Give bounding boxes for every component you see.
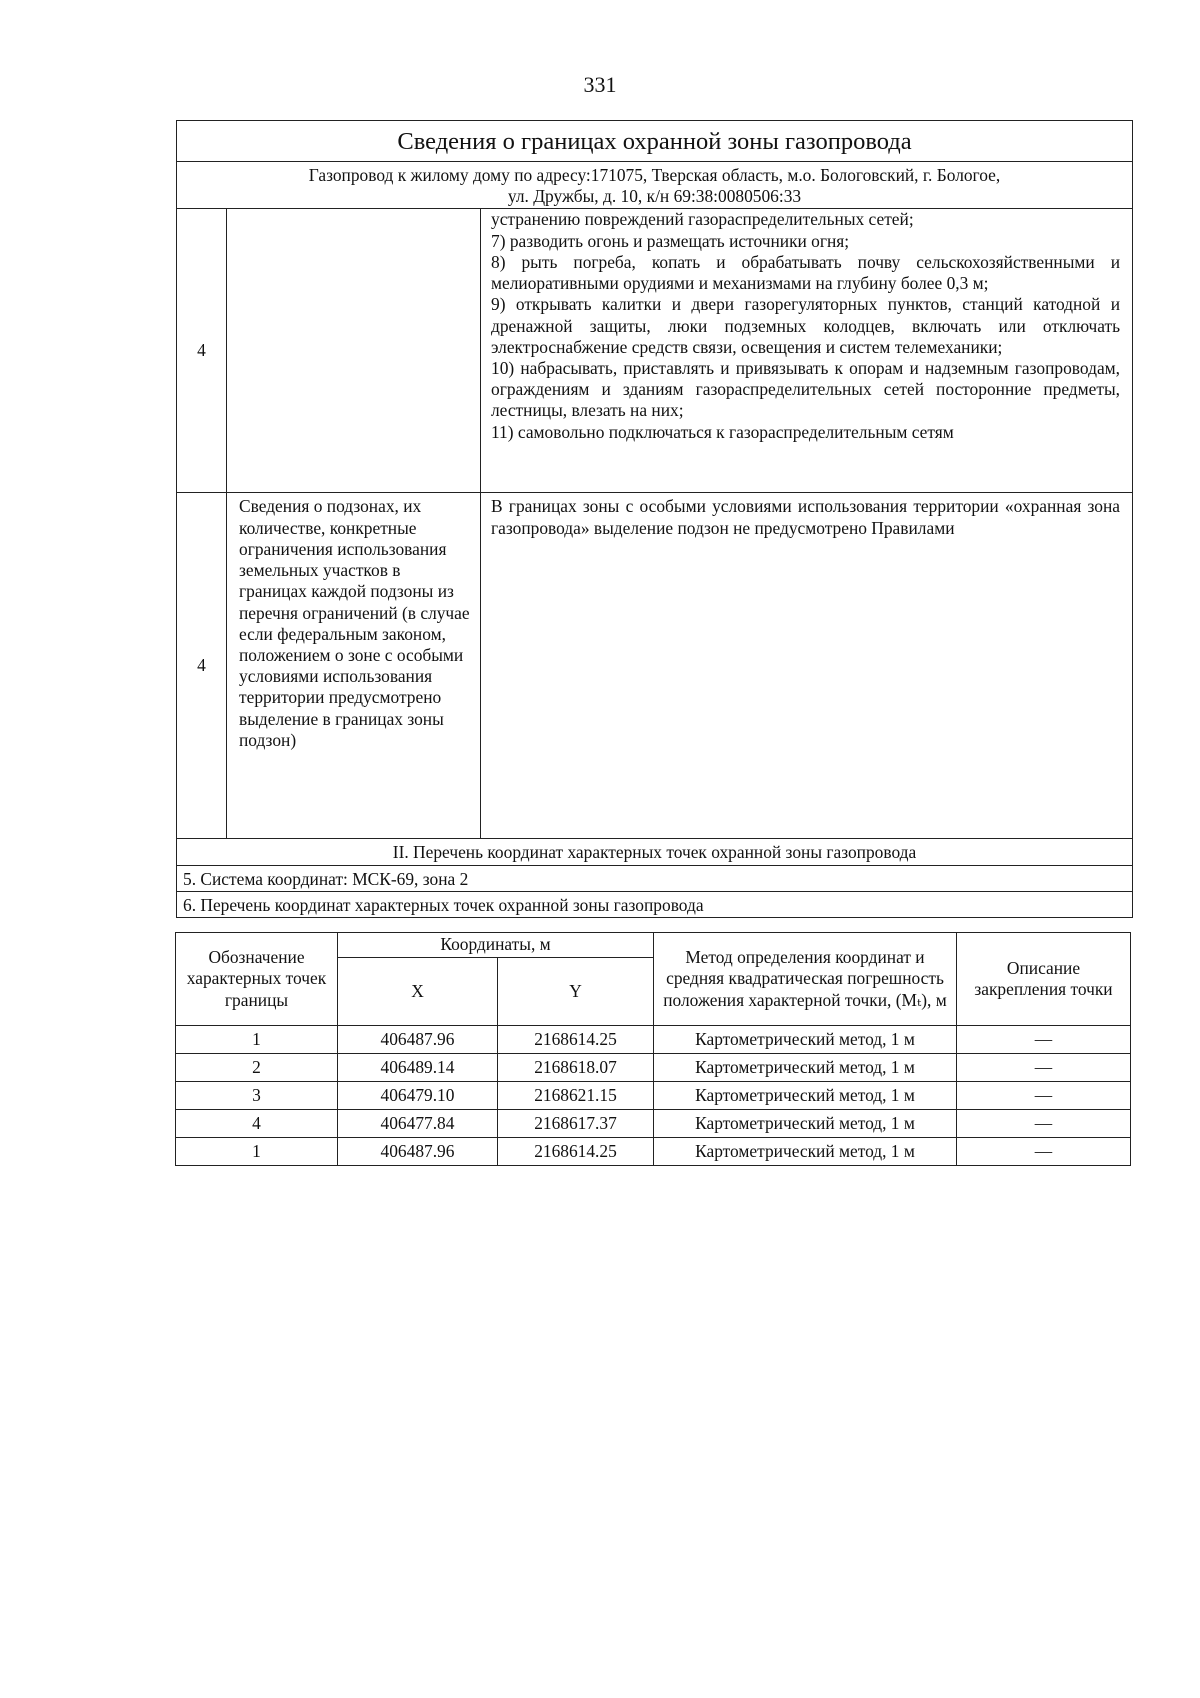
coordinates-table: [175, 932, 1131, 1166]
document-title: Сведения о границах охранной зоны газопровода: [177, 121, 1133, 162]
restriction-line: 9) открывать калитки и двери газорегуляторных пунктов, станций катодной и дренажной защиты, люки подземных колодцев, включать или отключать электроснабжение средств связи, освещения и систем телемеханики;: [491, 294, 1121, 357]
cell-x: 406479.10: [338, 1082, 498, 1110]
restriction-line: 7) разводить огонь и размещать источники огня;: [491, 230, 850, 251]
cell-description: —: [957, 1054, 1131, 1082]
subtitle-row: [177, 161, 1133, 208]
cell-point: 3: [176, 1082, 338, 1110]
subzones-value: В границах зоны с особыми условиями использования территории «охранная зона газопровода» выделение подзон не предусмотрено Правилами: [481, 493, 1133, 839]
subtitle-line-1: Газопровод к жилому дому по адресу:171075, Тверская область, м.о. Бологовский, г. Бологое,: [308, 164, 1001, 185]
coords-list-title-row: [177, 891, 1133, 917]
header-method: Метод определения координат и средняя квадратическая погрешность положения характерной точки, (Mₜ), м: [654, 933, 957, 1026]
coords-list-title: 6. Перечень координат характерных точек охранной зоны газопровода: [177, 891, 1133, 917]
cell-method: Картометрический метод, 1 м: [654, 1110, 957, 1138]
header-point: Обозначение характерных точек границы: [176, 933, 338, 1026]
table-row: [176, 1054, 1131, 1082]
row-number-restrictions: 4: [177, 209, 227, 493]
cell-point: 1: [176, 1138, 338, 1166]
zone-info-table: [176, 120, 1133, 918]
cell-y: 2168614.25: [498, 1138, 654, 1166]
table-row: [176, 1026, 1131, 1054]
cell-x: 406489.14: [338, 1054, 498, 1082]
table-row: [176, 1082, 1131, 1110]
title-row: [177, 121, 1133, 162]
cell-method: Картометрический метод, 1 м: [654, 1054, 957, 1082]
cell-x: 406477.84: [338, 1110, 498, 1138]
cell-point: 4: [176, 1110, 338, 1138]
cell-y: 2168617.37: [498, 1110, 654, 1138]
restriction-line: 10) набрасывать, приставлять и привязывать к опорам и надземным газопроводам, ограждениям и зданиям газораспределительных сетей посторонние предметы, лестницы, влезать на них;: [491, 357, 1121, 421]
restriction-line: устранению повреждений газораспределительных сетей;: [491, 209, 914, 230]
section2-row: [177, 839, 1133, 865]
document-subtitle: [177, 161, 1133, 208]
restriction-line: 8) рыть погреба, копать и обрабатывать почву сельскохозяйственными и мелиоративными орудиями и механизмами на глубину более 0,3 м;: [491, 251, 1121, 294]
restrictions-row: [177, 209, 1133, 493]
cell-method: Картометрический метод, 1 м: [654, 1082, 957, 1110]
restriction-line: 11) самовольно подключаться к газораспределительным сетям: [491, 421, 954, 442]
header-coords: Координаты, м: [338, 933, 654, 958]
table-row: [176, 1138, 1131, 1166]
cell-description: —: [957, 1026, 1131, 1054]
table-row: [176, 1110, 1131, 1138]
restrictions-label-cell: [227, 209, 481, 493]
cell-x: 406487.96: [338, 1026, 498, 1054]
row-number-subzones: 4: [177, 493, 227, 839]
subzones-label: Сведения о подзонах, их количестве, конкретные ограничения использования земельных участков в границах каждой подзоны из перечня ограничений (в случае если федеральным законом, положением о зоне с особыми условиями использования территории предусмотрено выделение в границах зоны подзон): [227, 493, 481, 839]
cell-method: Картометрический метод, 1 м: [654, 1026, 957, 1054]
cell-y: 2168614.25: [498, 1026, 654, 1054]
subtitle-line-2: ул. Дружбы, д. 10, к/н 69:38:0080506:33: [507, 186, 802, 207]
cell-method: Картометрический метод, 1 м: [654, 1138, 957, 1166]
subzones-row: [177, 493, 1133, 839]
cell-y: 2168618.07: [498, 1054, 654, 1082]
header-x: X: [338, 958, 498, 1026]
section2-title: II. Перечень координат характерных точек охранной зоны газопровода: [177, 839, 1133, 865]
cell-x: 406487.96: [338, 1138, 498, 1166]
cell-description: —: [957, 1082, 1131, 1110]
cell-y: 2168621.15: [498, 1082, 654, 1110]
cell-description: —: [957, 1138, 1131, 1166]
cell-description: —: [957, 1110, 1131, 1138]
coord-system: 5. Система координат: МСК-69, зона 2: [177, 865, 1133, 891]
coords-header-row: [176, 933, 1131, 958]
cell-point: 2: [176, 1054, 338, 1082]
header-y: Y: [498, 958, 654, 1026]
restrictions-text: [481, 209, 1133, 493]
coord-system-row: [177, 865, 1133, 891]
header-description: Описание закрепления точки: [957, 933, 1131, 1026]
cell-point: 1: [176, 1026, 338, 1054]
page-number: 331: [583, 72, 617, 97]
